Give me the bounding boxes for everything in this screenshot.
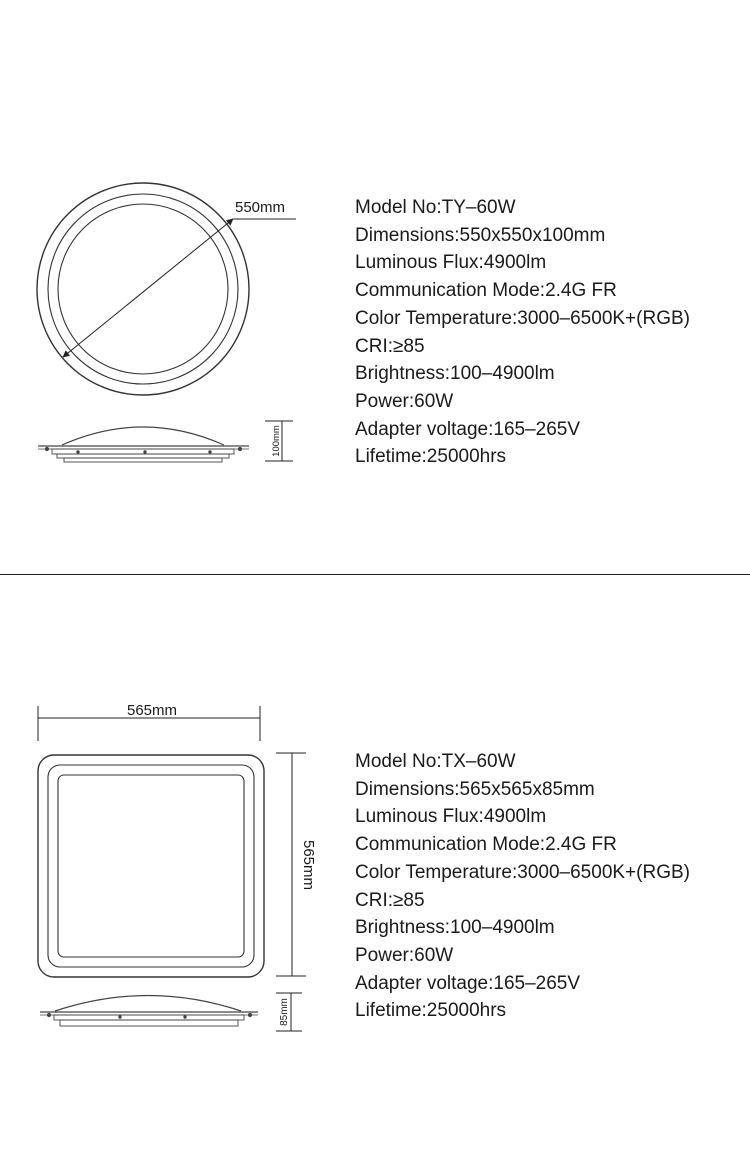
round-top-view — [37, 183, 249, 395]
spec-model: Model No:TY–60W — [355, 197, 516, 218]
square-height-label: 85mm — [279, 998, 290, 1026]
round-spec-list — [355, 194, 690, 471]
square-side-view — [40, 996, 258, 1027]
depth-dimension — [276, 753, 317, 976]
width-dimension — [38, 702, 260, 741]
spec-model: Model No:TX–60W — [355, 751, 516, 772]
square-height-dimension — [276, 993, 302, 1031]
spec-dimensions: Dimensions:550x550x100mm — [355, 224, 606, 246]
square-spec-list — [355, 748, 690, 1025]
width-label: 565mm — [126, 702, 178, 719]
spec-brightness: Brightness:100–4900lm — [355, 363, 555, 385]
round-side-view — [38, 427, 249, 462]
spec-communication-mode: Communication Mode:2.4G FR — [355, 834, 617, 856]
spec-adapter-voltage: Adapter voltage:165–265V — [355, 418, 581, 440]
square-top-view — [38, 755, 264, 977]
spec-communication-mode: Communication Mode:2.4G FR — [355, 280, 617, 302]
square-lamp-drawing — [0, 575, 340, 1173]
spec-cri: CRI:≥85 — [355, 335, 425, 357]
round-height-dimension — [265, 421, 293, 461]
spec-cri: CRI:≥85 — [355, 889, 425, 911]
diameter-dimension — [63, 199, 296, 357]
depth-label: 565mm — [300, 839, 317, 891]
round-height-label: 100mm — [271, 425, 282, 457]
spec-lifetime: Lifetime:25000hrs — [355, 1000, 507, 1022]
spec-lifetime: Lifetime:25000hrs — [355, 446, 507, 468]
round-lamp-section — [0, 0, 750, 574]
spec-power: Power:60W — [355, 944, 454, 966]
spec-luminous-flux: Luminous Flux:4900lm — [355, 806, 547, 828]
spec-brightness: Brightness:100–4900lm — [355, 917, 555, 939]
diameter-label: 550mm — [235, 199, 286, 216]
square-lamp-section — [0, 575, 750, 1173]
round-lamp-drawing — [0, 0, 340, 574]
spec-adapter-voltage: Adapter voltage:165–265V — [355, 972, 581, 994]
spec-color-temperature: Color Temperature:3000–6500K+(RGB) — [355, 307, 690, 329]
spec-power: Power:60W — [355, 390, 454, 412]
spec-color-temperature: Color Temperature:3000–6500K+(RGB) — [355, 861, 690, 883]
spec-luminous-flux: Luminous Flux:4900lm — [355, 252, 547, 274]
spec-dimensions: Dimensions:565x565x85mm — [355, 778, 595, 800]
